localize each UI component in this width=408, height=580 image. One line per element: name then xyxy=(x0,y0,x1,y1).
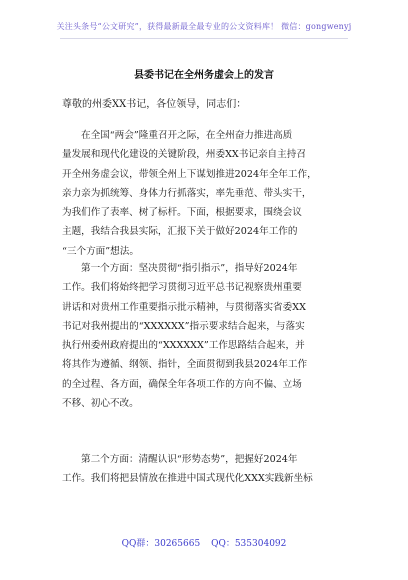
paragraph-line: 第一个方面：坚决贯彻“指引指示”，指导好2024年 xyxy=(81,263,298,274)
footer-qq: QQ：535304092 xyxy=(211,539,287,549)
paragraph-line: “三个方面”想法。 xyxy=(62,245,139,257)
paragraph-line: 将其作为遵循、纲领、指针，全面贯彻到我县2024年工作 xyxy=(62,359,308,371)
document-title: 县委书记在全州务虚会上的发言 xyxy=(134,70,274,81)
paragraph-line: 工作。我们将始终把学习贯彻习近平总书记视察贵州重要 xyxy=(62,282,302,294)
paragraph-line: 的全过程、各方面，确保全年各项工作的方向不偏、立场 xyxy=(62,378,302,390)
paragraph-line: 工作。我们将把县情放在推进中国式现代化XXX实践新坐标 xyxy=(62,473,313,485)
paragraph-3 xyxy=(62,450,352,489)
paragraph-1 xyxy=(62,126,352,261)
paragraph-line: 执行州委州政府提出的“XXXXXX”工作思路结合起来，并 xyxy=(62,340,305,352)
paragraph-line: 量发展和现代化建设的关键阶段，州委XX书记亲自主持召 xyxy=(62,149,306,161)
paragraph-line: 在全国“两会”隆重召开之际，在全州奋力推进高质 xyxy=(81,130,293,141)
paragraph-line: 讲话和对贵州工作重要指示批示精神，与贯彻落实省委XX xyxy=(62,301,306,313)
paragraph-line: 第二个方面：清醒认识“形势态势”，把握好2024年 xyxy=(81,454,298,465)
salutation: 尊敬的州委XX书记，各位领导，同志们： xyxy=(62,99,247,110)
paragraph-line: 亲力亲为抓统筹、身体力行抓落实，率先垂范、带头实干， xyxy=(62,187,312,199)
header-banner: 关注头条号“公文研究”，获得最新最全最专业的公文资料库！ 微信：gongwenyj xyxy=(56,22,352,31)
paragraph-2 xyxy=(62,259,352,413)
footer-qq-group: QQ群：30265665 xyxy=(121,539,201,549)
header-divider xyxy=(60,38,348,39)
footer-contact xyxy=(0,536,408,549)
paragraph-line: 不移、初心不改。 xyxy=(62,398,139,410)
paragraph-line: 开全州务虚会议，带领全州上下谋划推进2024年全年工作， xyxy=(62,168,317,180)
paragraph-line: 书记对我州提出的“XXXXXX”指示要求结合起来，与落实 xyxy=(62,320,305,332)
paragraph-line: 主题，我结合我县实际，汇报下关于做好2024年工作的 xyxy=(62,226,298,238)
paragraph-line: 为我们作了表率、树了标杆。下面，根据要求，围绕会议 xyxy=(62,207,302,219)
